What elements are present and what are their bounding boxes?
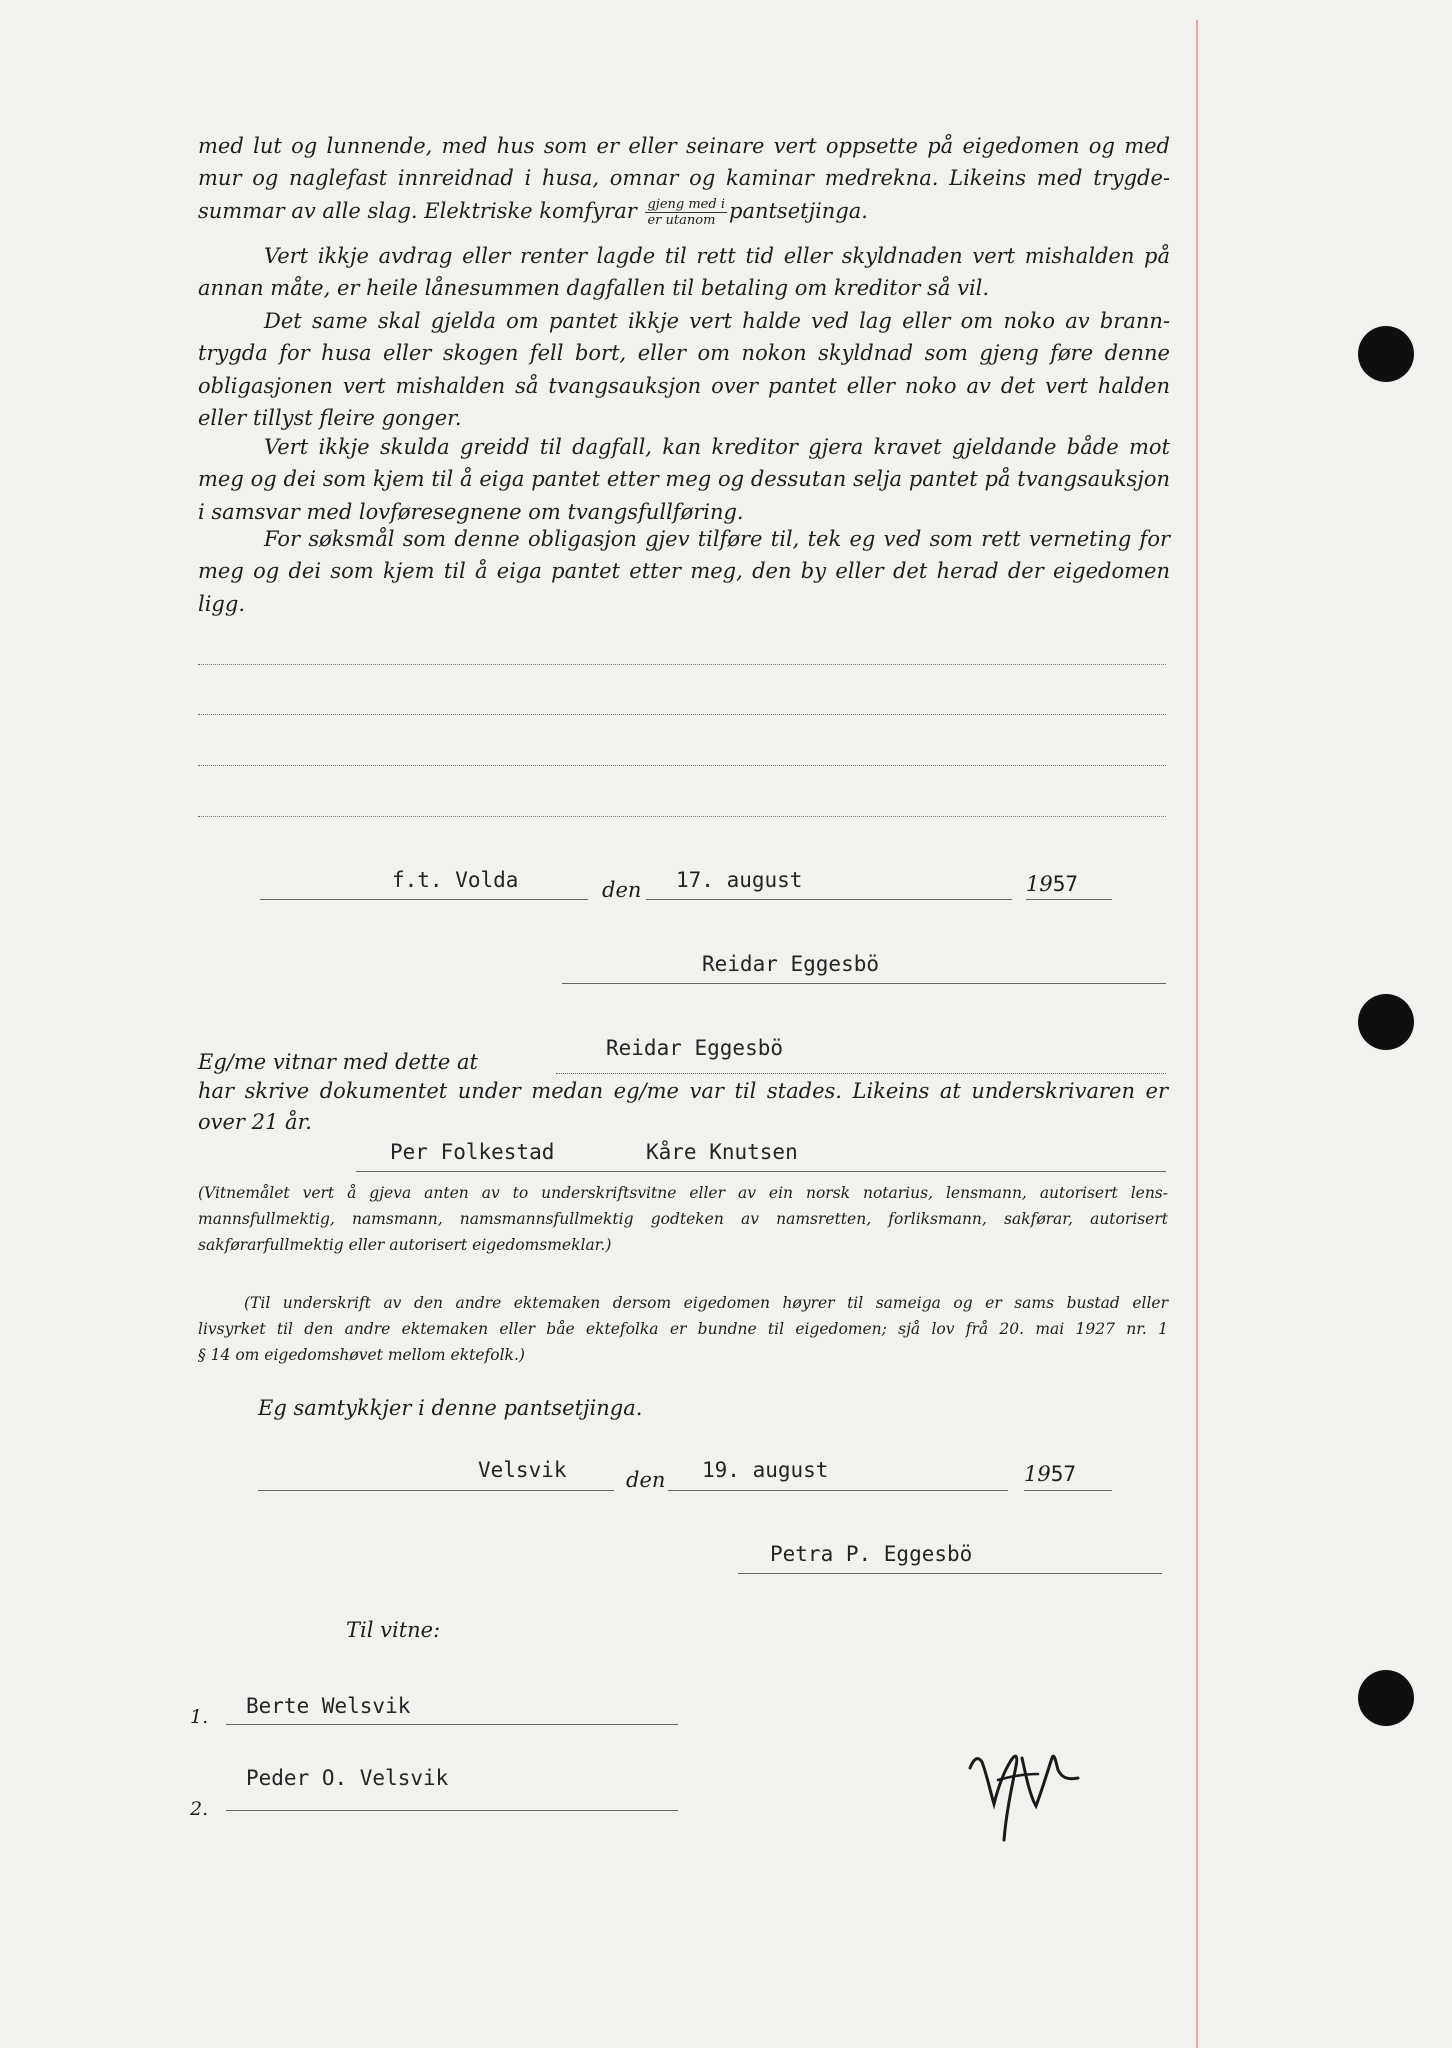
signature-field: Petra P. Eggesbö [770,1542,973,1566]
year-underline [1024,1490,1112,1491]
signature-underline [738,1573,1162,1574]
witness-underline [356,1171,1166,1172]
witness-number: 2. [190,1798,209,1820]
note-spouse [198,1290,1168,1368]
year-field [1024,1462,1076,1486]
place-underline [258,1490,614,1491]
option-fraction [645,197,727,228]
text-line: annan måte, er heile lånesummen dagfallen til betaling om kreditor så vil. [198,276,990,301]
den-label: den [602,878,642,902]
year-suffix: 57 [1050,1462,1077,1486]
punch-hole-icon [1358,1670,1414,1726]
witnessed-name: Reidar Eggesbö [606,1036,784,1060]
paragraph-4 [198,431,1170,528]
note-line: § 14 om eigedomshøvet mellom ektefolk.) [198,1346,525,1364]
text-line: Vert ikkje avdrag eller renter lagde til rett tid eller skyldnaden vert mishalden på [264,244,1170,268]
year-suffix: 57 [1052,872,1079,896]
year-underline [1026,899,1112,900]
punch-hole-icon [1358,994,1414,1050]
note-line: mannsfullmektig, namsmann, namsmannsfullmektig godteken av namsretten, forliksmann, sakførar, autorisert [198,1210,1168,1228]
paragraph-1 [198,130,1170,228]
text-line: For søksmål som denne obligasjon gjev tilføre til, tek eg ved som rett verneting for [264,527,1170,551]
note-line: sakførarfullmektig eller autorisert eigedomsmeklar.) [198,1236,612,1254]
witness-1-name: Berte Welsvik [246,1694,411,1718]
paragraph-2 [198,240,1170,305]
den-label: den [626,1468,666,1492]
witness-intro: Eg/me vitnar med dette at [198,1050,478,1074]
witness-number: 1. [190,1706,209,1728]
note-notary [198,1180,1168,1258]
place-underline [260,899,588,900]
paragraph-3 [198,305,1170,435]
punch-hole-icon [1358,326,1414,382]
blank-dotted-line [198,765,1166,766]
text-line: mur og naglefast innreidnad i husa, omnar og kaminar medrekna. Likeins med trygde- [198,166,1170,191]
text-line: Vert ikkje skulda greidd til dagfall, kan kreditor gjera kravet gjeldande både mot [264,435,1170,459]
place-field: Velsvik [478,1458,567,1482]
text-line: Det same skal gjelda om pantet ikkje vert halde ved lag eller om noko av brann- [264,309,1170,333]
signature-field: Reidar Eggesbö [702,952,880,976]
option-bottom: er utanom [647,212,716,228]
witness-b-name: Kåre Knutsen [646,1140,798,1164]
date-field: 19. august [702,1458,829,1482]
option-top: gjeng med i [647,196,725,212]
year-prefix: 19 [1024,1462,1051,1486]
text-line: meg og dei som kjem til å eiga pantet etter meg, den by eller det herad der eigedomen [198,559,1170,584]
witness-1-underline [226,1724,678,1725]
blank-dotted-line [198,664,1166,665]
text-line [198,195,1170,228]
text-fragment: summar av alle slag. Elektriske komfyrar [198,198,637,223]
text-line: trygda for husa eller skogen fell bort, eller om nokon skyldnad som gjeng føre denne [198,341,1170,366]
consent-text: Eg samtykkjer i denne pantsetjinga. [258,1396,643,1420]
handwritten-initials-icon [964,1718,1104,1848]
blank-dotted-line [198,816,1166,817]
text-line: eller tillyst fleire gonger. [198,406,462,431]
witness-2-name: Peder O. Velsvik [246,1766,449,1790]
blank-dotted-line [198,714,1166,715]
note-line: livsyrket til den andre ektemaken eller båe ektefolka er bundne til eigedomen; sjå lov frå 20. mai 1927 nr. 1 [198,1320,1168,1338]
text-fragment: pantsetjinga. [729,198,868,223]
year-prefix: 19 [1026,872,1053,896]
text-line: ligg. [198,591,245,616]
paragraph-5 [198,523,1170,620]
witness-line-2: har skrive dokumentet under medan eg/me var til stades. Likeins at underskrivaren er [198,1079,1168,1103]
witness-line-3: over 21 år. [198,1110,312,1134]
text-line: med lut og lunnende, med hus som er eller seinare vert oppsette på eigedomen og med [198,134,1170,158]
text-line: meg og dei som kjem til å eiga pantet etter meg og dessutan selja pantet på tvangsauksjon [198,467,1170,492]
red-margin-line [1196,20,1198,2048]
witness-a-name: Per Folkestad [390,1140,555,1164]
text-line: obligasjonen vert mishalden så tvangsauksjon over pantet eller noko av det vert halden [198,373,1170,398]
date-underline [646,899,1012,900]
note-line: (Vitnemålet vert å gjeva anten av to underskriftsvitne eller av ein norsk notarius, lensmann, autorisert lens- [198,1184,1168,1202]
date-underline [668,1490,1008,1491]
note-line: (Til underskrift av den andre ektemaken dersom eigedomen høyrer til sameiga og er sams bustad eller [244,1294,1168,1312]
year-field [1026,872,1078,896]
text-line: i samsvar med lovføresegnene om tvangsfullføring. [198,499,744,524]
signature-underline [562,983,1166,984]
til-vitne-label: Til vitne: [346,1618,441,1642]
date-field: 17. august [676,868,803,892]
place-field: f.t. Volda [392,868,519,892]
witnessed-underline [556,1073,1166,1074]
witness-2-underline [226,1810,678,1811]
